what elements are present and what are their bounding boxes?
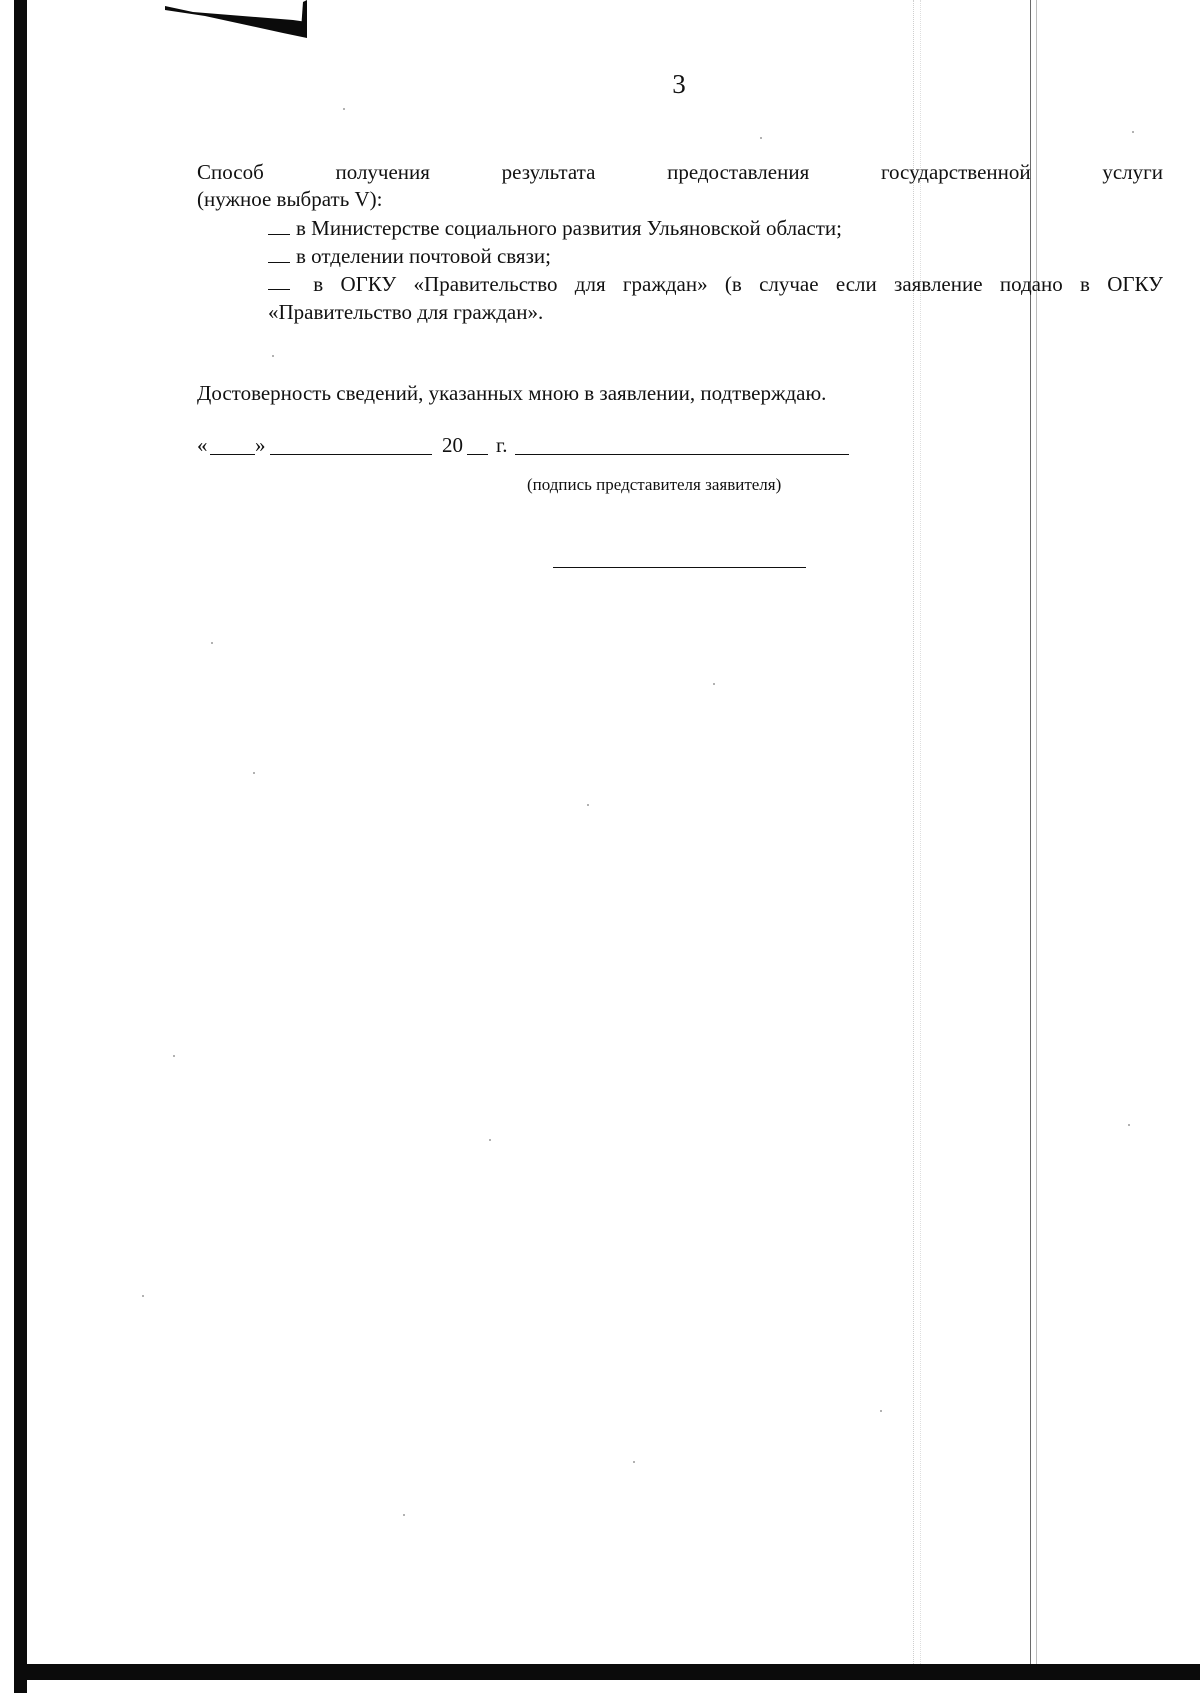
- option-word: для: [574, 272, 606, 296]
- option-word: заявление: [894, 272, 983, 296]
- intro-word: получения: [335, 160, 430, 184]
- page-number: 3: [672, 69, 686, 99]
- scan-speck: [633, 1461, 635, 1463]
- date-open-quote: «: [197, 433, 208, 457]
- closing-rule: [553, 567, 806, 568]
- intro-word: результата: [501, 160, 596, 184]
- option-word: в: [313, 272, 324, 296]
- scan-fold-line: [913, 0, 914, 1664]
- year-suffix: г.: [496, 433, 508, 457]
- scan-speck: [489, 1139, 491, 1141]
- day-blank[interactable]: [210, 454, 255, 455]
- scan-fold-line: [920, 0, 921, 1664]
- scan-speck: [211, 642, 213, 644]
- intro-word: Способ: [197, 160, 264, 184]
- option-word: в: [1080, 272, 1090, 296]
- scan-bottom-border: [14, 1664, 1200, 1680]
- checkbox-blank[interactable]: [268, 271, 290, 290]
- checkbox-blank[interactable]: [268, 216, 290, 235]
- option-word: граждан»: [622, 272, 708, 296]
- scan-speck: [173, 1055, 175, 1057]
- option-word: (в: [724, 272, 742, 296]
- scan-speck: [760, 137, 762, 139]
- scan-speck: [880, 1410, 882, 1412]
- option-word: «Правительство: [413, 272, 558, 296]
- scan-fold-line: [1030, 0, 1031, 1664]
- scan-speck: [142, 1295, 144, 1297]
- scan-left-border: [14, 0, 27, 1693]
- intro-word: государственной: [880, 160, 1031, 184]
- option-label: в Министерстве социального развития Ульяновской области;: [296, 216, 842, 240]
- delivery-method-intro: [197, 159, 1163, 186]
- option-word: ОГКУ: [340, 272, 397, 296]
- confirmation-statement: Достоверность сведений, указанных мною в заявлении, подтверждаю.: [197, 381, 827, 405]
- scan-speck: [403, 1514, 405, 1516]
- signature-blank[interactable]: [515, 454, 849, 455]
- option-word: если: [835, 272, 877, 296]
- option-word: подано: [999, 272, 1063, 296]
- scan-speck: [1132, 131, 1134, 133]
- delivery-method-instruction: (нужное выбрать V):: [197, 187, 383, 211]
- intro-word: услуги: [1102, 160, 1163, 184]
- scan-speck: [587, 804, 589, 806]
- scan-speck: [1128, 1124, 1130, 1126]
- option-government-continuation: «Правительство для граждан».: [268, 300, 544, 324]
- option-post-office: [268, 243, 551, 270]
- scan-speck: [343, 108, 345, 110]
- scan-corner-mark: [165, 0, 307, 38]
- intro-word: предоставления: [667, 160, 810, 184]
- scan-speck: [713, 683, 715, 685]
- option-word: ОГКУ: [1107, 272, 1163, 296]
- signature-caption: (подпись представителя заявителя): [527, 475, 782, 494]
- option-label: в отделении почтовой связи;: [296, 244, 551, 268]
- checkbox-blank[interactable]: [268, 244, 290, 263]
- option-government-for-citizens: [268, 271, 1163, 298]
- option-word: случае: [759, 272, 819, 296]
- option-ministry: [268, 215, 842, 242]
- year-prefix: 20: [442, 433, 463, 457]
- scan-speck: [253, 772, 255, 774]
- month-blank[interactable]: [270, 454, 432, 455]
- scan-fold-line: [1036, 0, 1037, 1664]
- date-close-quote: »: [255, 433, 266, 457]
- year-blank[interactable]: [467, 454, 488, 455]
- scan-speck: [272, 355, 274, 357]
- date-signature-line: [197, 432, 1057, 460]
